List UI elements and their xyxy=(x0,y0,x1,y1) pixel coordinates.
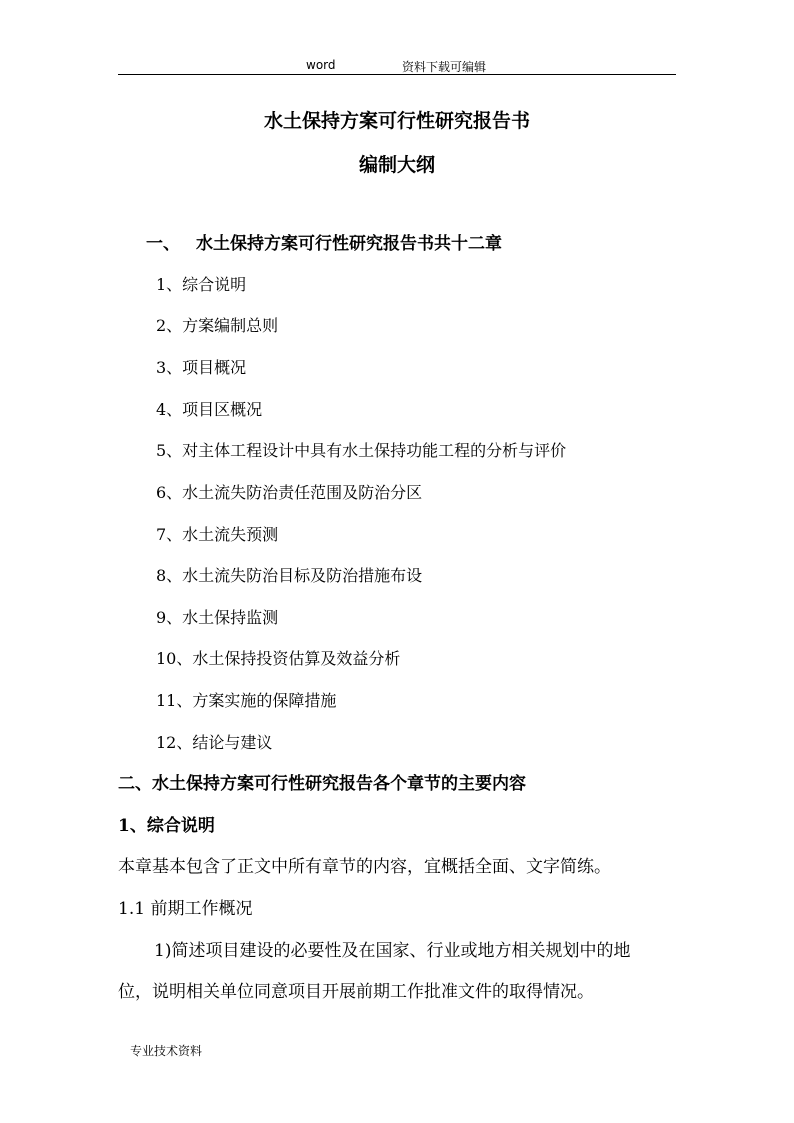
header-editable-label: 资料下载可编辑 xyxy=(402,60,487,74)
chapter-item: 10、水土保持投资估算及效益分析 xyxy=(156,649,401,668)
chapter-item: 11、方案实施的保障措施 xyxy=(156,691,337,710)
page-footer: 专业技术资料 xyxy=(130,1044,203,1058)
chapter-item: 8、水土流失防治目标及防治措施布设 xyxy=(156,566,423,585)
chapter-item: 9、水土保持监测 xyxy=(156,608,279,627)
chapter-item: 7、水土流失预测 xyxy=(156,525,279,544)
chapter-item: 3、项目概况 xyxy=(156,358,247,377)
chapter-item: 2、方案编制总则 xyxy=(156,316,279,335)
chapter-item: 6、水土流失防治责任范围及防治分区 xyxy=(156,483,423,502)
subsection-summary-heading: 1、综合说明 xyxy=(118,816,215,836)
summary-paragraph: 本章基本包含了正文中所有章节的内容，宜概括全面、文字简练。 xyxy=(118,857,611,877)
document-title: 水土保持方案可行性研究报告书 xyxy=(263,110,530,132)
subsection-preliminary-heading: 1.1 前期工作概况 xyxy=(118,899,253,919)
chapter-item: 1、综合说明 xyxy=(156,275,247,294)
section-one-heading xyxy=(146,234,502,254)
chapter-item: 12、结论与建议 xyxy=(156,733,273,752)
document-subtitle: 编制大纲 xyxy=(358,154,435,176)
chapter-item: 5、对主体工程设计中具有水土保持功能工程的分析与评价 xyxy=(156,441,567,460)
section-two-heading: 二、水土保持方案可行性研究报告各个章节的主要内容 xyxy=(118,774,526,794)
paragraph-line: 1)简述项目建设的必要性及在国家、行业或地方相关规划中的地 xyxy=(154,941,631,961)
chapter-item: 4、项目区概况 xyxy=(156,400,263,419)
page-header xyxy=(118,56,676,75)
header-word-label: word xyxy=(306,58,336,72)
paragraph-line: 位，说明相关单位同意项目开展前期工作批准文件的取得情况。 xyxy=(118,982,594,1002)
section-one-number: 一、 xyxy=(146,234,180,254)
section-one-title: 水土保持方案可行性研究报告书共十二章 xyxy=(196,234,502,254)
